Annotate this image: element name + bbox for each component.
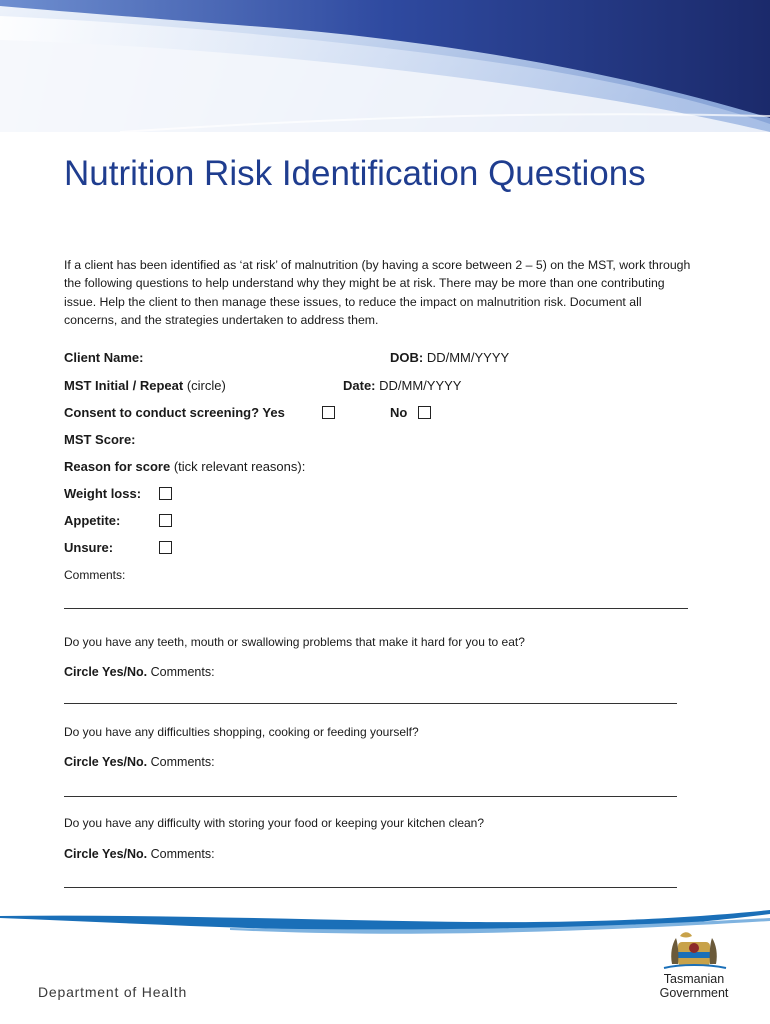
mst-label: MST Initial / Repeat (64, 378, 184, 393)
question-3-comments-label: Comments: (150, 847, 215, 861)
consent-yes-checkbox[interactable] (322, 406, 335, 419)
dob-label: DOB: (390, 350, 424, 365)
question-3-circle-label: Circle Yes/No. (64, 847, 148, 861)
consent-no-label: No (390, 405, 408, 420)
question-1-text: Do you have any teeth, mouth or swallowing problems that make it hard for you to eat? (64, 635, 525, 649)
client-name-label: Client Name: (64, 350, 144, 365)
reason-hint: (tick relevant reasons): (173, 459, 306, 474)
question-3-line[interactable] (64, 887, 677, 888)
question-1-circle-label: Circle Yes/No. (64, 665, 148, 679)
unsure-field (64, 539, 113, 557)
mst-score-field[interactable] (64, 431, 136, 449)
consent-field (64, 404, 285, 422)
reason-field (64, 458, 305, 476)
question-2-circle (64, 753, 215, 771)
question-2-comments-label: Comments: (150, 755, 215, 769)
client-name-field[interactable] (64, 349, 143, 367)
question-1-comments-label: Comments: (150, 665, 215, 679)
mst-field[interactable] (64, 377, 226, 395)
question-1-circle (64, 663, 215, 681)
mst-score-label: MST Score: (64, 432, 136, 447)
header-banner (0, 0, 770, 132)
dob-field[interactable] (390, 349, 509, 367)
question-2-line[interactable] (64, 796, 677, 797)
dob-value: DD/MM/YYYY (426, 350, 510, 365)
question-3-text: Do you have any difficulty with storing your food or keeping your kitchen clean? (64, 816, 485, 830)
comments-line[interactable] (64, 608, 688, 609)
comments-label: Comments: (64, 568, 126, 582)
intro-paragraph: If a client has been identified as ‘at risk’ of malnutrition (by having a score between 2 – 5) on the MST, work through the following questions to help understand why they might be at risk. There may be more than one contributing issue. Help the client to then manage these issues, to reduce the impact on malnutrition risk. Document all concerns, and the strategies undertaken to address them. (64, 258, 691, 328)
question-3-circle (64, 845, 215, 863)
consent-no-field (390, 404, 407, 422)
unsure-checkbox[interactable] (159, 541, 172, 554)
date-value: DD/MM/YYYY (379, 378, 462, 393)
weight-loss-checkbox[interactable] (159, 487, 172, 500)
appetite-label: Appetite: (64, 513, 121, 528)
date-field[interactable] (343, 377, 461, 395)
reason-label: Reason for score (64, 459, 171, 474)
government-label-line2: Government (659, 986, 729, 1000)
government-label-line1: Tasmanian (663, 972, 725, 986)
weight-loss-label: Weight loss: (64, 486, 142, 501)
government-label (644, 972, 744, 1000)
question-2-circle-label: Circle Yes/No. (64, 755, 148, 769)
page-title: Nutrition Risk Identification Questions (64, 154, 646, 193)
consent-label: Consent to conduct screening? Yes (64, 405, 285, 420)
consent-no-checkbox[interactable] (418, 406, 431, 419)
date-label: Date: (343, 378, 376, 393)
mst-hint: (circle) (186, 378, 226, 393)
question-2-text: Do you have any difficulties shopping, cooking or feeding yourself? (64, 725, 419, 739)
department-name: Department of Health (38, 984, 188, 1000)
question-1-line[interactable] (64, 703, 677, 704)
unsure-label: Unsure: (64, 540, 114, 555)
appetite-checkbox[interactable] (159, 514, 172, 527)
banner-graphic (0, 0, 770, 132)
weight-loss-field (64, 485, 141, 503)
appetite-field (64, 512, 120, 530)
